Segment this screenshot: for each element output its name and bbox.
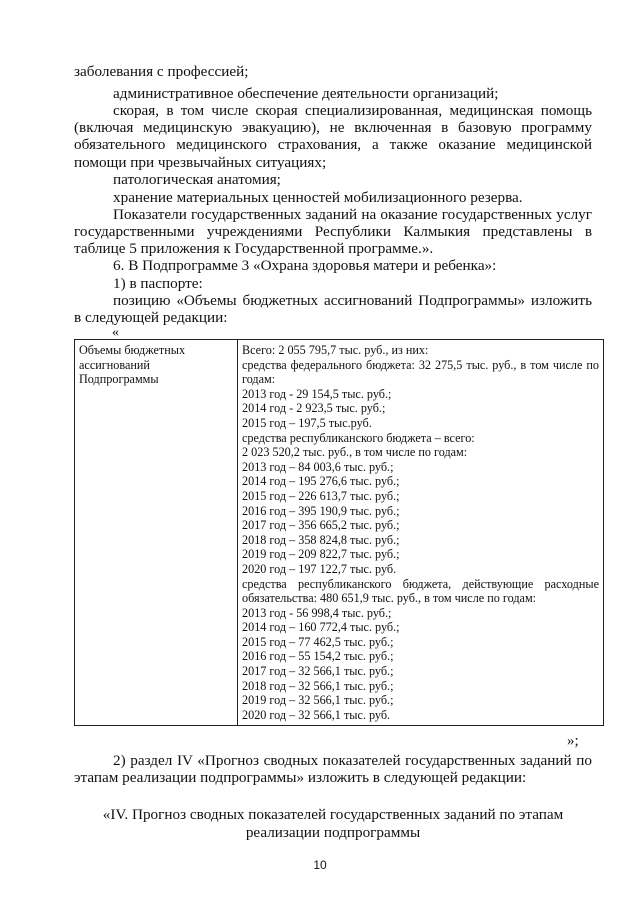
budget-line: 2013 год - 56 998,4 тыс. руб.;	[242, 605, 392, 620]
budget-line: 2016 год – 55 154,2 тыс. руб.;	[242, 649, 394, 664]
paragraph-state-tasks: Показатели государственных заданий на оказание государственных услуг государственными учреждениями Республики Калмыкия представлены в таблице 5 приложения к Государственной программе.».	[74, 206, 592, 258]
section-heading-line: «IV. Прогноз сводных показателей государственных заданий по этапам	[102, 806, 564, 823]
table-cell-values	[238, 340, 604, 726]
label-line: Подпрограммы	[79, 372, 159, 387]
section-heading-line: реализации подпрограммы	[245, 823, 421, 841]
budget-line: 2019 год – 32 566,1 тыс. руб.;	[242, 693, 394, 708]
budget-line: 2019 год – 209 822,7 тыс. руб.;	[242, 547, 400, 562]
table-cell-label	[75, 340, 238, 726]
budget-line: 2013 год – 84 003,6 тыс. руб.;	[242, 459, 394, 474]
budget-line: 2020 год – 197 122,7 тыс. руб.	[242, 561, 397, 576]
paragraph-continuation: заболевания с профессией;	[74, 63, 249, 80]
paragraph-admin-support: административное обеспечение деятельности организаций;	[113, 85, 499, 102]
budget-line: средства республиканского бюджета – всего:	[242, 430, 475, 445]
budget-line: 2 023 520,2 тыс. руб., в том числе по годам:	[242, 445, 468, 460]
paragraph-section-iv: 2) раздел IV «Прогноз сводных показателей государственных заданий по этапам реализации подпрограммы» изложить в следующей редакции:	[74, 752, 592, 787]
paragraph-reserve-storage: хранение материальных ценностей мобилизационного резерва.	[113, 189, 523, 206]
budget-line: 2014 год – 160 772,4 тыс. руб.;	[242, 620, 400, 635]
budget-line: 2013 год - 29 154,5 тыс. руб.;	[242, 386, 392, 401]
budget-line: 2014 год - 2 923,5 тыс. руб.;	[242, 401, 386, 416]
section-heading	[74, 806, 592, 841]
paragraph-passport: 1) в паспорте:	[113, 275, 203, 292]
paragraph-pathology: патологическая анатомия;	[113, 171, 281, 188]
budget-line: средства республиканского бюджета, действующие расходные обязательства: 480 651,9 тыс. руб., в том числе по годам:	[242, 576, 599, 606]
paragraph-position-edit: позицию «Объемы бюджетных ассигнований Подпрограммы» изложить в следующей редакции:	[74, 292, 592, 327]
budget-table	[74, 339, 604, 726]
budget-line: 2014 год – 195 276,6 тыс. руб.;	[242, 474, 400, 489]
budget-line: 2015 год – 77 462,5 тыс. руб.;	[242, 634, 394, 649]
page-number: 10	[313, 858, 327, 872]
label-line: Объемы бюджетных	[79, 343, 186, 357]
budget-line: 2018 год – 32 566,1 тыс. руб.;	[242, 678, 394, 693]
quote-open: «	[112, 325, 119, 340]
paragraph-subprogram-3: 6. В Подпрограмме 3 «Охрана здоровья матери и ребенка»:	[113, 257, 497, 274]
paragraph-emergency-care: скорая, в том числе скорая специализированная, медицинская помощь (включая медицинскую эвакуацию), не включенная в базовую программу обязательного медицинского страхования, а также оказание медицинской помощи при чрезвычайных ситуациях;	[74, 102, 592, 171]
label-line: ассигнований	[79, 357, 150, 372]
quote-close: »;	[567, 733, 579, 749]
budget-line: 2018 год – 358 824,8 тыс. руб.;	[242, 532, 400, 547]
budget-line: 2017 год – 356 665,2 тыс. руб.;	[242, 518, 400, 533]
budget-line: 2020 год – 32 566,1 тыс. руб.	[242, 707, 391, 722]
budget-line: средства федерального бюджета: 32 275,5 тыс. руб., в том числе по годам:	[242, 357, 599, 387]
budget-line: 2015 год – 197,5 тыс.руб.	[242, 415, 372, 430]
budget-line: 2015 год – 226 613,7 тыс. руб.;	[242, 488, 400, 503]
budget-line: 2016 год – 395 190,9 тыс. руб.;	[242, 503, 400, 518]
table-row	[75, 340, 604, 726]
budget-line: Всего: 2 055 795,7 тыс. руб., из них:	[242, 343, 429, 357]
budget-line: 2017 год – 32 566,1 тыс. руб.;	[242, 664, 394, 679]
